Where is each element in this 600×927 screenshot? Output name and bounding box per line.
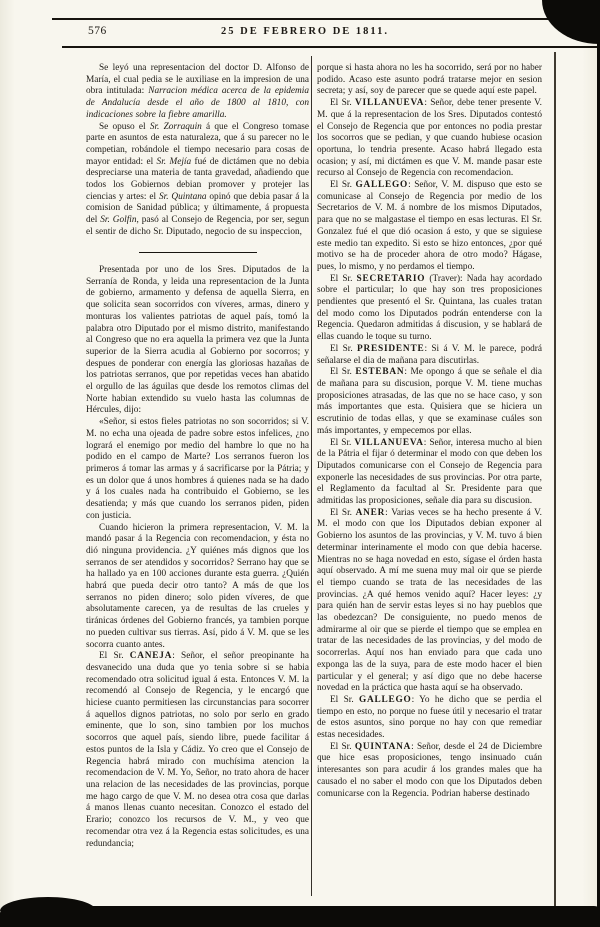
paragraph (86, 122, 309, 239)
text-run: El Sr. (330, 507, 356, 518)
scan-bottom-shadow (0, 906, 600, 927)
paragraph (86, 523, 309, 652)
text-run: El Sr. (330, 437, 355, 448)
paragraph (317, 344, 542, 367)
speaker-name: GALLEGO (355, 180, 409, 191)
speaker-name: QUINTANA (354, 741, 412, 752)
text-run: : Señor, debe tener presente V. M. que á la representacion de los Sres. Diputados contestó el Consejo de Regencia que por entonces no podia prestar los socorros que se pedian, y que cuando hubiese ocasion oportuna, lo tendria presente. Acaso habrá llegado esta ocasion; y así, mi dictámen es que V. M. mande pasar este recurso al Consejo de Regencia con recomendacion. (317, 98, 542, 179)
text-run: , pasó al Consejo de Regencia, por ser, segun el sentir de dicho Sr. Diputado, negocio de su inspeccion, (86, 215, 309, 237)
date-header: 25 DE FEBRERO DE 1811. (221, 26, 389, 37)
paragraph (317, 508, 542, 695)
text-run: «Señor, si estos fieles patriotas no son socorridos; si V. M. no echa una ojeada de padre sobre estos infelices, ¿no logrará el enemigo por medio del hambre lo que no ha podido en el campo de Marte? Los serranos fueron los primeros á tomar las armas y á sacrificarse por la Pátria; y es un dolor que á unos hombres á quienes nada se ha dado y á los cuales nada ha contribuido el Gobierno, se les desatienda; y más que cuando los serranos piden, piden con justicia. (86, 417, 309, 521)
paragraph (317, 63, 542, 98)
speaker-name: CANEJA (129, 651, 173, 662)
scan-corner-shadow (542, 0, 600, 44)
speaker-name: SECRETARIO (356, 273, 426, 284)
header-bottom-rule (62, 46, 600, 48)
section-divider-rule (139, 252, 257, 254)
paragraph (86, 417, 309, 522)
paragraph (86, 63, 309, 122)
text-run: Se opuso el (99, 121, 150, 132)
italic-run: Sr. Zorraquin (149, 121, 202, 132)
speaker-name: VILLANUEVA (355, 98, 425, 109)
speaker-name: VILLANUEVA (354, 437, 424, 448)
page-edge-rule (554, 52, 556, 906)
text-run: Se leyó una representacion del doctor D. Alfonso de María, el cual pedia se le auxiliase en la impresion de una obra intitulada: (86, 63, 309, 97)
text-run: : Señor, el señor preopinante ha desvanecido una duda que yo tenia sobre si se habia recomendado otra solicitud igual á esta. Entonces V. M. la recomendó al Consejo de Regencia, y le encargó que hiciese cuanto permitiesen las circunstancias para socorrer á aquellos dignos patriotas, no solo por serlo en grado eminente, que lo son, sino tambien por los muchos socorros que aquel país, siendo libre, puede facilitar á estos puntos de la Isla y Cádiz. Yo creo que el Consejo de Regencia habrá mirado con muchísima atencion la recomendacion de V. M. Yo, Señor, no trato ahora de hacer una relacion de las necesidades de las provincias, porque me hago cargo de que V. M. no desea otra cosa que darlas á manos llenas cuanto necesitan. Conozco el estado del Erario; conozco los recursos de V. M., y veo que recomendar otra vez á la Regencia estas solicitudes, es una redundancia; (86, 651, 309, 849)
italic-run: Narracion médica acerca de la epidemia de Andalucía desde el año de 1800 al 1810, con indicaciones sobre la fiebre amarilla. (86, 86, 309, 120)
paragraph (317, 695, 542, 742)
right-column (317, 63, 542, 800)
paragraph (317, 367, 542, 437)
speaker-name: GALLEGO (358, 694, 412, 705)
paragraph (317, 180, 542, 274)
text-run: El Sr. (330, 180, 356, 191)
paragraph (317, 98, 542, 180)
text-run: Cuando hicieron la primera representacion, V. M. la mandó pasar á la Regencia con recomendacion, y ésta no dió ninguna providencia. ¿Y quiénes más dignos que los serranos de ser atendidos y socorridos? Serrano hay que se ha hallado ya en 100 acciones durante esta guerra. ¿Quién habrá que pueda decir otro tanto? A más de que los serranos no piden dinero; solo piden víveres, de que absolutamente carecen, ya de resultas de las crueles y tiránicas órdenes del Gobierno francés, ya tambien porque no pueden cultivar sus tierras. Así, pido á V. M. que se les socorra cuanto antes. (86, 522, 309, 650)
text-run: : Si á V. M. le parece, podrá señalarse el dia de mañana para discutirlas. (317, 343, 543, 366)
paragraph (317, 742, 542, 801)
text-run: opinó que debia pasar á la comision de Sanidad pública; y últimamente, á propuesta del (86, 191, 309, 226)
text-run: : Señor, V. M. dispuso que esto se comunicase al Consejo de Regencia por medio de los Secretarios de V. M. á nombre de los mismos Diputados, para que no se malgastase el tiempo en esas lecturas. El Sr. Gonzalez fué el que dió ocasion á esto, y que se siguiese este medio tan expedito. Si esto se hizo entonces, ¿por qué motivo se ha de proceder ahora de otro modo? Hágase, pues, lo mismo, y no perdamos el tiempo. (317, 180, 542, 272)
text-run: : Señor, interesa mucho al bien de la Pátria el fijar ó determinar el modo con que deben los Diputados comunicarse con el Consejo de Regencia para exponerle las necesidades de sus provincias. Por otra parte, el Reglamento da facultad al Sr. Presidente para que admitidas las proposiciones, señale dia para su discusion. (317, 437, 542, 507)
speaker-name: PRESIDENTE (357, 343, 425, 354)
text-run: : Señor, desde el 24 de Diciembre que hice esas proposiciones, tengo insinuado cuán interesantes son para acudir á los grandes males que ha causado el no saber el modo con que los Diputados deben comunicarse con la Regencia. Podrian haberse destinado (317, 741, 543, 799)
italic-run: Sr. Golfin (100, 215, 137, 226)
left-column (86, 63, 309, 850)
header-top-rule (52, 18, 600, 20)
text-run: Presentada por uno de los Sres. Diputados de la Serranía de Ronda, y leida una representacion de la Junta de gobierno, armamento y defensa de aquella Sierra, en que solicita sean socorridos con víveres, armas, dinero y monturas los valientes patriotas de aquel país, tomó la palabra otro Diputado por el mismo distrito, manifestando al Congreso que no era aquella la primera vez que la Junta superior de la Sierra acudia al Gobierno por socorros; y despues de ponderar con energía las gloriosas hazañas de los patriotas serranos, que por repetidas veces han abatido el orgullo de las águilas que desde los remotos climas del Norte habian extendido su vuelo hasta las columnas de Hércules, dijo: (86, 265, 309, 416)
text-run: El Sr. (99, 651, 130, 662)
text-run: El Sr. (330, 98, 356, 109)
speaker-name: ESTEBAN (355, 367, 405, 378)
paragraph (317, 274, 542, 344)
text-run: El Sr. (330, 694, 359, 705)
text-run: porque si hasta ahora no les ha socorrido, será por no haber podido. Acaso este asunto podrá tratarse mejor en sesion secreta; y así, soy de parecer que se quede aquí este papel. (317, 63, 542, 97)
text-run: á que el Congreso tomase parte en asuntos de esta naturaleza, que á su parecer no le competian, robándole el tiempo necesario para cosas de mayor entidad: el (86, 121, 310, 167)
column-divider-rule (311, 56, 312, 896)
text-run: : Varias veces se ha hecho presente á V. M. el modo con que los Diputados debian exponer al Gobierno los asuntos de las provincias, y V. M. tuvo á bien determinar interinamente el modo con que debia hacerse. Mientras no se haga novedad en esto, sígase el órden hasta aquí observado. A mí me suena muy mal oir que se pierde el tiempo cuando se trata de las necesidades de las provincias. ¿A qué hemos venido aquí? Hacer leyes: ¿y para quién han de servir estas leyes si no hay pueblos que las obedezcan? De consiguiente, no puedo menos de admirarme al oir que se pierde el tiempo que se emplea en tratar de las necesidades de las provincias, y del modo de socorrerlas. Aquí nos han enviado para que cada uno exponga las de la suya, para de este modo hacer el bien particular y el general; y así digo que no debe hacerse novedad en la práctica que hasta aquí se ha observado. (317, 507, 542, 694)
text-run: (Traver): Nada hay acordado sobre el particular; lo que hay son tres proposiciones pendientes que presentó el Sr. Quintana, las cuales tratan del modo como los Diputados podrán entenderse con la Regencia. Quedaron admitidas á discusion, y se hablará de ellas cuando le toque su turno. (317, 273, 542, 343)
text-run: El Sr. (330, 343, 358, 354)
paragraph (86, 651, 309, 850)
text-run: El Sr. (330, 367, 356, 378)
paragraph (317, 438, 542, 508)
text-run: : Yo he dicho que se perdia el tiempo en esto, no porque no fuese útil y necesario el tratar de estos asuntos, sino porque no hay con que remediar estas necesidades. (317, 694, 542, 741)
text-run: El Sr. (330, 741, 355, 752)
text-run: El Sr. (330, 273, 357, 284)
speaker-name: ANER (355, 507, 386, 518)
italic-run: Sr. Mejía (156, 156, 192, 167)
italic-run: Sr. Quintana (158, 191, 207, 202)
paragraph (86, 265, 309, 417)
page-number: 576 (88, 25, 107, 37)
text-run: fué de dictámen que no debia despreciarse una materia de tanta gravedad, añadiendo que todos los Gobiernos debian promover y protejer las ciencias y artes: el (86, 156, 309, 202)
text-run: : Me opongo á que se señale el dia de mañana para su discusion, porque V. M. tiene muchas proposiciones atrasadas, de las que no se hace caso, y son más importantes que esta. Quisiera que se hiciera un escrutinio de todas ellas, y que se examinase cuáles son más importantes, y empecemos por ellas. (317, 367, 543, 436)
